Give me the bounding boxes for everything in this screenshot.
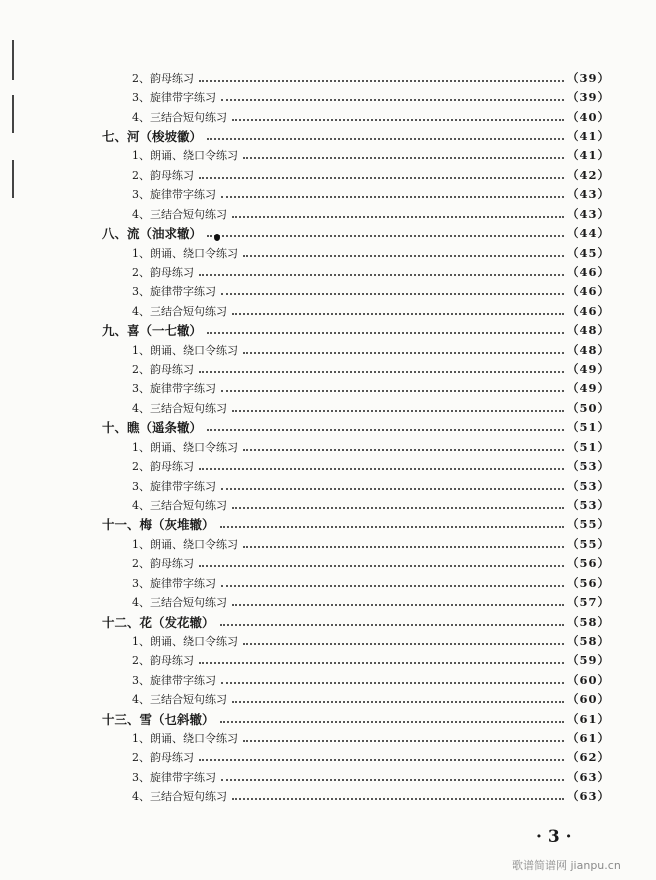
toc-entry-page: （60） <box>566 692 610 707</box>
toc-sub-entry <box>102 165 610 184</box>
toc-entry-title: 十三、雪（乜斜辙） <box>102 711 215 727</box>
toc-entry-title: 2、韵母练习 <box>132 71 194 85</box>
toc-entry-page: （58） <box>566 633 610 648</box>
toc-sub-entry <box>102 437 610 456</box>
toc-chapter-entry <box>102 223 610 242</box>
toc-sub-entry <box>102 340 610 359</box>
dot-leader <box>243 643 564 645</box>
toc-sub-entry <box>102 243 610 262</box>
toc-entry-page: （53） <box>566 497 610 512</box>
dot-leader <box>221 779 564 781</box>
toc-sub-entry <box>102 87 610 106</box>
toc-sub-entry <box>102 728 610 747</box>
toc-entry-title: 1、朗诵、绕口令练习 <box>132 149 238 163</box>
toc-entry-title: 1、朗诵、绕口令练习 <box>132 440 238 454</box>
toc-entry-title: 1、朗诵、绕口令练习 <box>132 634 238 648</box>
toc-entry-title: 3、旋律带字练习 <box>132 479 216 493</box>
dot-leader <box>232 119 564 121</box>
toc-entry-page: （39） <box>566 90 610 105</box>
toc-entry-title: 3、旋律带字练习 <box>132 576 216 590</box>
toc-entry-page: （39） <box>566 70 610 85</box>
dot-leader <box>243 546 564 548</box>
toc-entry-page: （49） <box>566 362 610 377</box>
toc-sub-entry <box>102 301 610 320</box>
dot-leader <box>199 565 564 567</box>
toc-entry-page: （63） <box>566 789 610 804</box>
dot-leader <box>232 798 564 800</box>
dot-leader <box>207 429 564 431</box>
toc-sub-entry <box>102 282 610 301</box>
dot-leader <box>220 721 564 723</box>
toc-entry-page: （43） <box>566 206 610 221</box>
toc-chapter-entry <box>102 709 610 728</box>
toc-entry-page: （44） <box>566 226 610 241</box>
toc-sub-entry <box>102 670 610 689</box>
toc-sub-entry <box>102 573 610 592</box>
toc-sub-entry <box>102 690 610 709</box>
toc-entry-page: （48） <box>566 323 610 338</box>
toc-entry-page: （40） <box>566 109 610 124</box>
toc-entry-title: 3、旋律带字练习 <box>132 91 216 105</box>
toc-sub-entry <box>102 651 610 670</box>
dot-leader <box>221 585 564 587</box>
toc-entry-title: 3、旋律带字练习 <box>132 673 216 687</box>
toc-entry-page: （63） <box>566 769 610 784</box>
toc-entry-title: 3、旋律带字练习 <box>132 188 216 202</box>
dot-leader <box>207 235 564 237</box>
toc-entry-title: 4、三结合短句练习 <box>132 693 227 707</box>
toc-entry-title: 2、韵母练习 <box>132 654 194 668</box>
toc-sub-entry <box>102 204 610 223</box>
toc-entry-title: 2、韵母练习 <box>132 168 194 182</box>
dot-leader <box>199 759 564 761</box>
toc-sub-entry <box>102 107 610 126</box>
toc-entry-page: （56） <box>566 556 610 571</box>
toc-entry-page: （55） <box>566 536 610 551</box>
toc-entry-title: 4、三结合短句练习 <box>132 401 227 415</box>
toc-entry-page: （59） <box>566 653 610 668</box>
toc-sub-entry <box>102 767 610 786</box>
toc-entry-title: 4、三结合短句练习 <box>132 207 227 221</box>
dot-leader <box>243 255 564 257</box>
toc-entry-title: 4、三结合短句练习 <box>132 304 227 318</box>
toc-entry-page: （43） <box>566 187 610 202</box>
binding-mark <box>12 40 14 80</box>
toc-entry-title: 1、朗诵、绕口令练习 <box>132 246 238 260</box>
toc-entry-page: （45） <box>566 245 610 260</box>
toc-entry-page: （51） <box>566 439 610 454</box>
toc-entry-page: （56） <box>566 575 610 590</box>
dot-leader <box>232 701 564 703</box>
toc-entry-page: （53） <box>566 459 610 474</box>
ink-spot <box>214 234 220 241</box>
toc-chapter-entry <box>102 515 610 534</box>
dot-leader <box>207 332 564 334</box>
dot-leader <box>221 293 564 295</box>
toc-sub-entry <box>102 185 610 204</box>
toc-entry-page: （51） <box>566 420 610 435</box>
toc-entry-title: 七、河（梭坡徽） <box>102 128 203 144</box>
toc-entry-title: 2、韵母练习 <box>132 557 194 571</box>
toc-entry-page: （53） <box>566 478 610 493</box>
dot-leader <box>207 138 564 140</box>
dot-leader <box>221 196 564 198</box>
dot-leader <box>220 526 564 528</box>
toc-sub-entry <box>102 554 610 573</box>
dot-leader <box>232 507 564 509</box>
toc-entry-title: 八、流（油求辙） <box>102 226 203 242</box>
toc-entry-title: 4、三结合短句练习 <box>132 498 227 512</box>
dot-leader <box>232 313 564 315</box>
toc-chapter-entry <box>102 320 610 339</box>
toc-sub-entry <box>102 748 610 767</box>
dot-leader <box>199 274 564 276</box>
toc-chapter-entry <box>102 126 610 145</box>
toc-chapter-entry <box>102 612 610 631</box>
toc-entry-title: 2、韵母练习 <box>132 751 194 765</box>
toc-entry-title: 3、旋律带字练习 <box>132 770 216 784</box>
dot-leader <box>232 604 564 606</box>
toc-entry-title: 2、韵母练习 <box>132 460 194 474</box>
toc-chapter-entry <box>102 418 610 437</box>
toc-sub-entry <box>102 534 610 553</box>
toc-entry-title: 十、瞧（遥条辙） <box>102 420 203 436</box>
dot-leader <box>199 468 564 470</box>
toc-entry-title: 十二、花（发花辙） <box>102 614 215 630</box>
toc-sub-entry <box>102 262 610 281</box>
dot-leader <box>199 371 564 373</box>
toc-sub-entry <box>102 495 610 514</box>
dot-leader <box>243 352 564 354</box>
dot-leader <box>221 390 564 392</box>
dot-leader <box>221 488 564 490</box>
page-number: · 3 · <box>536 827 572 847</box>
toc-entry-title: 九、喜（一七辙） <box>102 323 203 339</box>
dot-leader <box>243 157 564 159</box>
toc-entry-page: （55） <box>566 517 610 532</box>
toc-entry-title: 1、朗诵、绕口令练习 <box>132 732 238 746</box>
toc-sub-entry <box>102 631 610 650</box>
toc-entry-title: 2、韵母练习 <box>132 265 194 279</box>
table-of-contents <box>102 68 610 806</box>
toc-entry-page: （46） <box>566 284 610 299</box>
dot-leader <box>199 177 564 179</box>
toc-sub-entry <box>102 398 610 417</box>
toc-entry-title: 2、韵母练习 <box>132 363 194 377</box>
toc-sub-entry <box>102 146 610 165</box>
toc-sub-entry <box>102 592 610 611</box>
toc-entry-page: （41） <box>566 128 610 143</box>
toc-entry-page: （49） <box>566 381 610 396</box>
toc-entry-title: 1、朗诵、绕口令练习 <box>132 537 238 551</box>
binding-mark <box>12 95 14 133</box>
toc-entry-page: （48） <box>566 342 610 357</box>
toc-entry-page: （61） <box>566 711 610 726</box>
dot-leader <box>220 624 564 626</box>
toc-sub-entry <box>102 476 610 495</box>
binding-mark <box>12 160 14 198</box>
dot-leader <box>199 662 564 664</box>
toc-sub-entry <box>102 68 610 87</box>
toc-sub-entry <box>102 456 610 475</box>
toc-entry-page: （57） <box>566 595 610 610</box>
toc-sub-entry <box>102 787 610 806</box>
toc-entry-title: 1、朗诵、绕口令练习 <box>132 343 238 357</box>
toc-entry-page: （61） <box>566 731 610 746</box>
dot-leader <box>232 410 564 412</box>
toc-entry-page: （46） <box>566 303 610 318</box>
toc-entry-title: 4、三结合短句练习 <box>132 790 227 804</box>
dot-leader <box>243 740 564 742</box>
toc-entry-title: 十一、梅（灰堆辙） <box>102 517 215 533</box>
toc-entry-page: （60） <box>566 672 610 687</box>
dot-leader <box>243 449 564 451</box>
toc-entry-title: 4、三结合短句练习 <box>132 110 227 124</box>
toc-entry-page: （41） <box>566 148 610 163</box>
site-watermark: 歌谱简谱网 jianpu.cn <box>512 859 621 872</box>
toc-entry-title: 4、三结合短句练习 <box>132 596 227 610</box>
toc-entry-page: （46） <box>566 264 610 279</box>
dot-leader <box>199 80 564 82</box>
toc-entry-title: 3、旋律带字练习 <box>132 382 216 396</box>
toc-sub-entry <box>102 359 610 378</box>
toc-entry-page: （50） <box>566 400 610 415</box>
dot-leader <box>221 682 564 684</box>
dot-leader <box>221 99 564 101</box>
toc-entry-title: 3、旋律带字练习 <box>132 285 216 299</box>
toc-entry-page: （62） <box>566 750 610 765</box>
dot-leader <box>232 216 564 218</box>
toc-entry-page: （58） <box>566 614 610 629</box>
toc-entry-page: （42） <box>566 167 610 182</box>
toc-sub-entry <box>102 379 610 398</box>
